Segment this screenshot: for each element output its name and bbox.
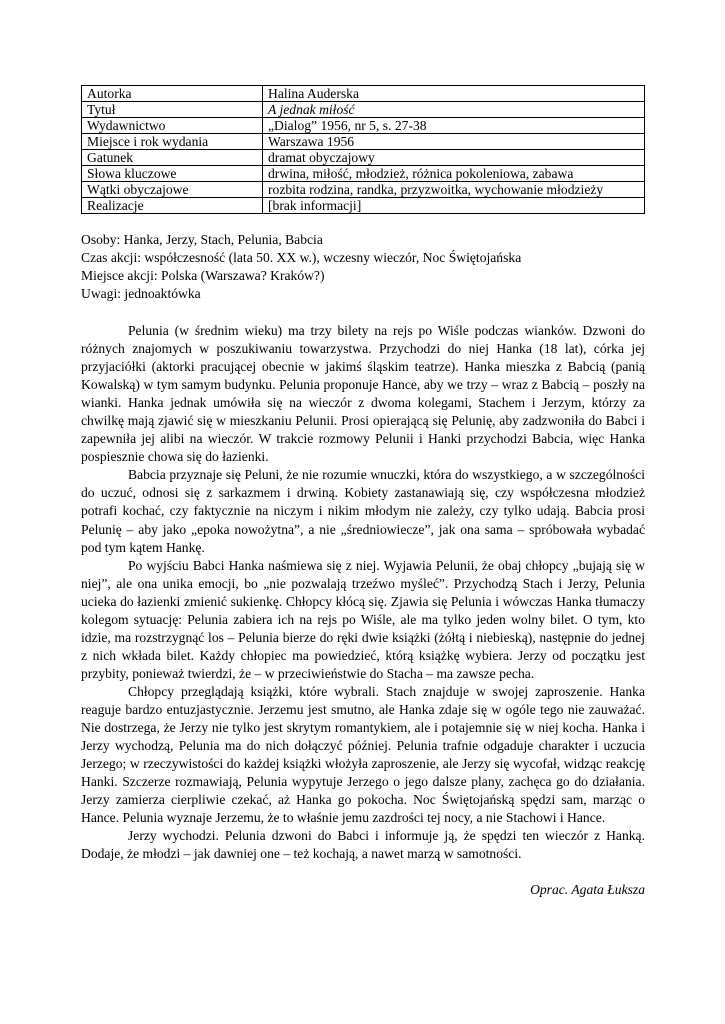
row-label: Realizacje xyxy=(82,198,263,214)
row-label: Autorka xyxy=(82,86,263,102)
row-label: Miejsce i rok wydania xyxy=(82,134,263,150)
paragraph: Pelunia (w średnim wieku) ma trzy bilety na rejs po Wiśle podczas wianków. Dzwoni do różnych znajomych w poszukiwaniu towarzystwa. Przychodzi do niej Hanka (18 lat), córka jej przyjaciółki (aktorki pracującej obecnie w jakimś śląskim teatrze). Hanka mieszka z Babcią (panią Kowalską) w tym samym budynku. Pelunia proponuje Hance, aby we trzy – wraz z Babcią – poszły na wianki. Hanka jednak umówiła się na wieczór z dwoma kolegami, Stachem i Jerzym, którzy za chwilkę mają zjawić się w mieszkaniu Pelunii. Prosi opierającą się Pelunię, aby zadzwoniła do Babci i zapewniła jej alibi na wieczór. W trakcie rozmowy Pelunii i Hanki przychodzi Babcia, więc Hanka pospiesznie chowa się do łazienki. xyxy=(81,323,645,465)
row-label: Wydawnictwo xyxy=(82,118,263,134)
signature: Oprac. Agata Łuksza xyxy=(530,882,645,898)
paragraph: Po wyjściu Babci Hanka naśmiewa się z niej. Wyjawia Pelunii, że obaj chłopcy „bujają się w niej”, ale ona unika emocji, bo „nie pozwalają trzeźwo myśleć”. Przychodzą Stach i Jerzy, Pelunia ucieka do łazienki zmienić sukienkę. Chłopcy kłócą się. Zjawia się Pelunia i wówczas Hanka tłumaczy kolegom sytuację: Pelunia zabiera ich na rejs po Wiśle, ale ma tylko jeden wolny bilet. O tym, kto idzie, ma rozstrzygnąć los – Pelunia bierze do ręki dwie książki (żółtą i niebieską), następnie do jednej z nich wkłada bilet. Każdy chłopiec ma powiedzieć, którą książkę wybiera. Jerzy od początku jest przybity, ponieważ twierdzi, że – w przeciwieństwie do Stacha – ma zawsze pecha. xyxy=(81,557,645,681)
row-label: Gatunek xyxy=(82,150,263,166)
persons-line: Osoby: Hanka, Jerzy, Stach, Pelunia, Babcia xyxy=(81,232,323,247)
metadata-table xyxy=(81,85,645,214)
row-value: „Dialog” 1956, nr 5, s. 27-38 xyxy=(263,118,645,134)
row-value: A jednak miłość xyxy=(263,102,645,118)
time-line: Czas akcji: współczesność (lata 50. XX w.), wczesny wieczór, Noc Świętojańska xyxy=(81,250,522,265)
row-value: [brak informacji] xyxy=(263,198,645,214)
table-row xyxy=(82,134,645,150)
table-row xyxy=(82,182,645,198)
paragraph: Jerzy wychodzi. Pelunia dzwoni do Babci i informuje ją, że spędzi ten wieczór z Hanką. Dodaje, że młodzi – jak dawniej one – też kochają, a nawet marzą w samotności. xyxy=(81,828,645,862)
row-value: Warszawa 1956 xyxy=(263,134,645,150)
table-row xyxy=(82,198,645,214)
row-label: Wątki obyczajowe xyxy=(82,182,263,198)
row-value: rozbita rodzina, randka, przyzwoitka, wychowanie młodzieży xyxy=(263,182,645,198)
paragraph: Babcia przyznaje się Peluni, że nie rozumie wnuczki, która do wszystkiego, a w szczególności do uczuć, odnosi się z sarkazmem i drwiną. Kobiety zastanawiają się, czy współczesna młodzież potrafi kochać, czy faktycznie na niczym i nikim młodym nie zależy, czy tylko udają. Babcia prosi Pelunię – aby jako „epoka nowożytna”, a nie „średniowiecze”, jak ona sama – spróbowała wybadać pod tym kątem Hankę. xyxy=(81,467,645,555)
row-value: drwina, miłość, młodzież, różnica pokoleniowa, zabawa xyxy=(263,166,645,182)
table-row xyxy=(82,150,645,166)
row-value: Halina Auderska xyxy=(263,86,645,102)
notes-line: Uwagi: jednoaktówka xyxy=(81,286,201,301)
paragraph: Chłopcy przeglądają książki, które wybrali. Stach znajduje w swojej zaproszenie. Hanka reaguje bardzo entuzjastycznie. Jerzemu jest smutno, ale Hanka zdaje się w ogóle tego nie zauważać. Nie dostrzega, że Jerzy nie tylko jest skrytym romantykiem, ale i potajemnie się w niej kocha. Hanka i Jerzy wychodzą, Pelunia ma do nich dołączyć później. Pelunia trafnie odgaduje charakter i uczucia Jerzego; w rzeczywistości do każdej książki włożyła zaproszenie, ale Jerzy się wycofał, widząc reakcję Hanki. Szczerze rozmawiają, Pelunia wypytuje Jerzego o jego dalsze plany, zachęca go do działania. Jerzy zamierza cierpliwie czekać, aż Hanka go pokocha. Noc Świętojańską spędzi sam, marząc o Hance. Pelunia wyznaje Jerzemu, że to właśnie jemu zazdrości tej nocy, a nie Stachowi i Hance. xyxy=(81,683,645,826)
table-row xyxy=(82,86,645,102)
row-label: Tytuł xyxy=(82,102,263,118)
place-line: Miejsce akcji: Polska (Warszawa? Kraków?) xyxy=(81,268,325,283)
table-row xyxy=(82,118,645,134)
row-label: Słowa kluczowe xyxy=(82,166,263,182)
table-row xyxy=(82,166,645,182)
table-row xyxy=(82,102,645,118)
summary-text xyxy=(81,322,645,863)
play-info xyxy=(81,231,645,303)
document-page xyxy=(81,85,645,899)
row-value: dramat obyczajowy xyxy=(263,150,645,166)
